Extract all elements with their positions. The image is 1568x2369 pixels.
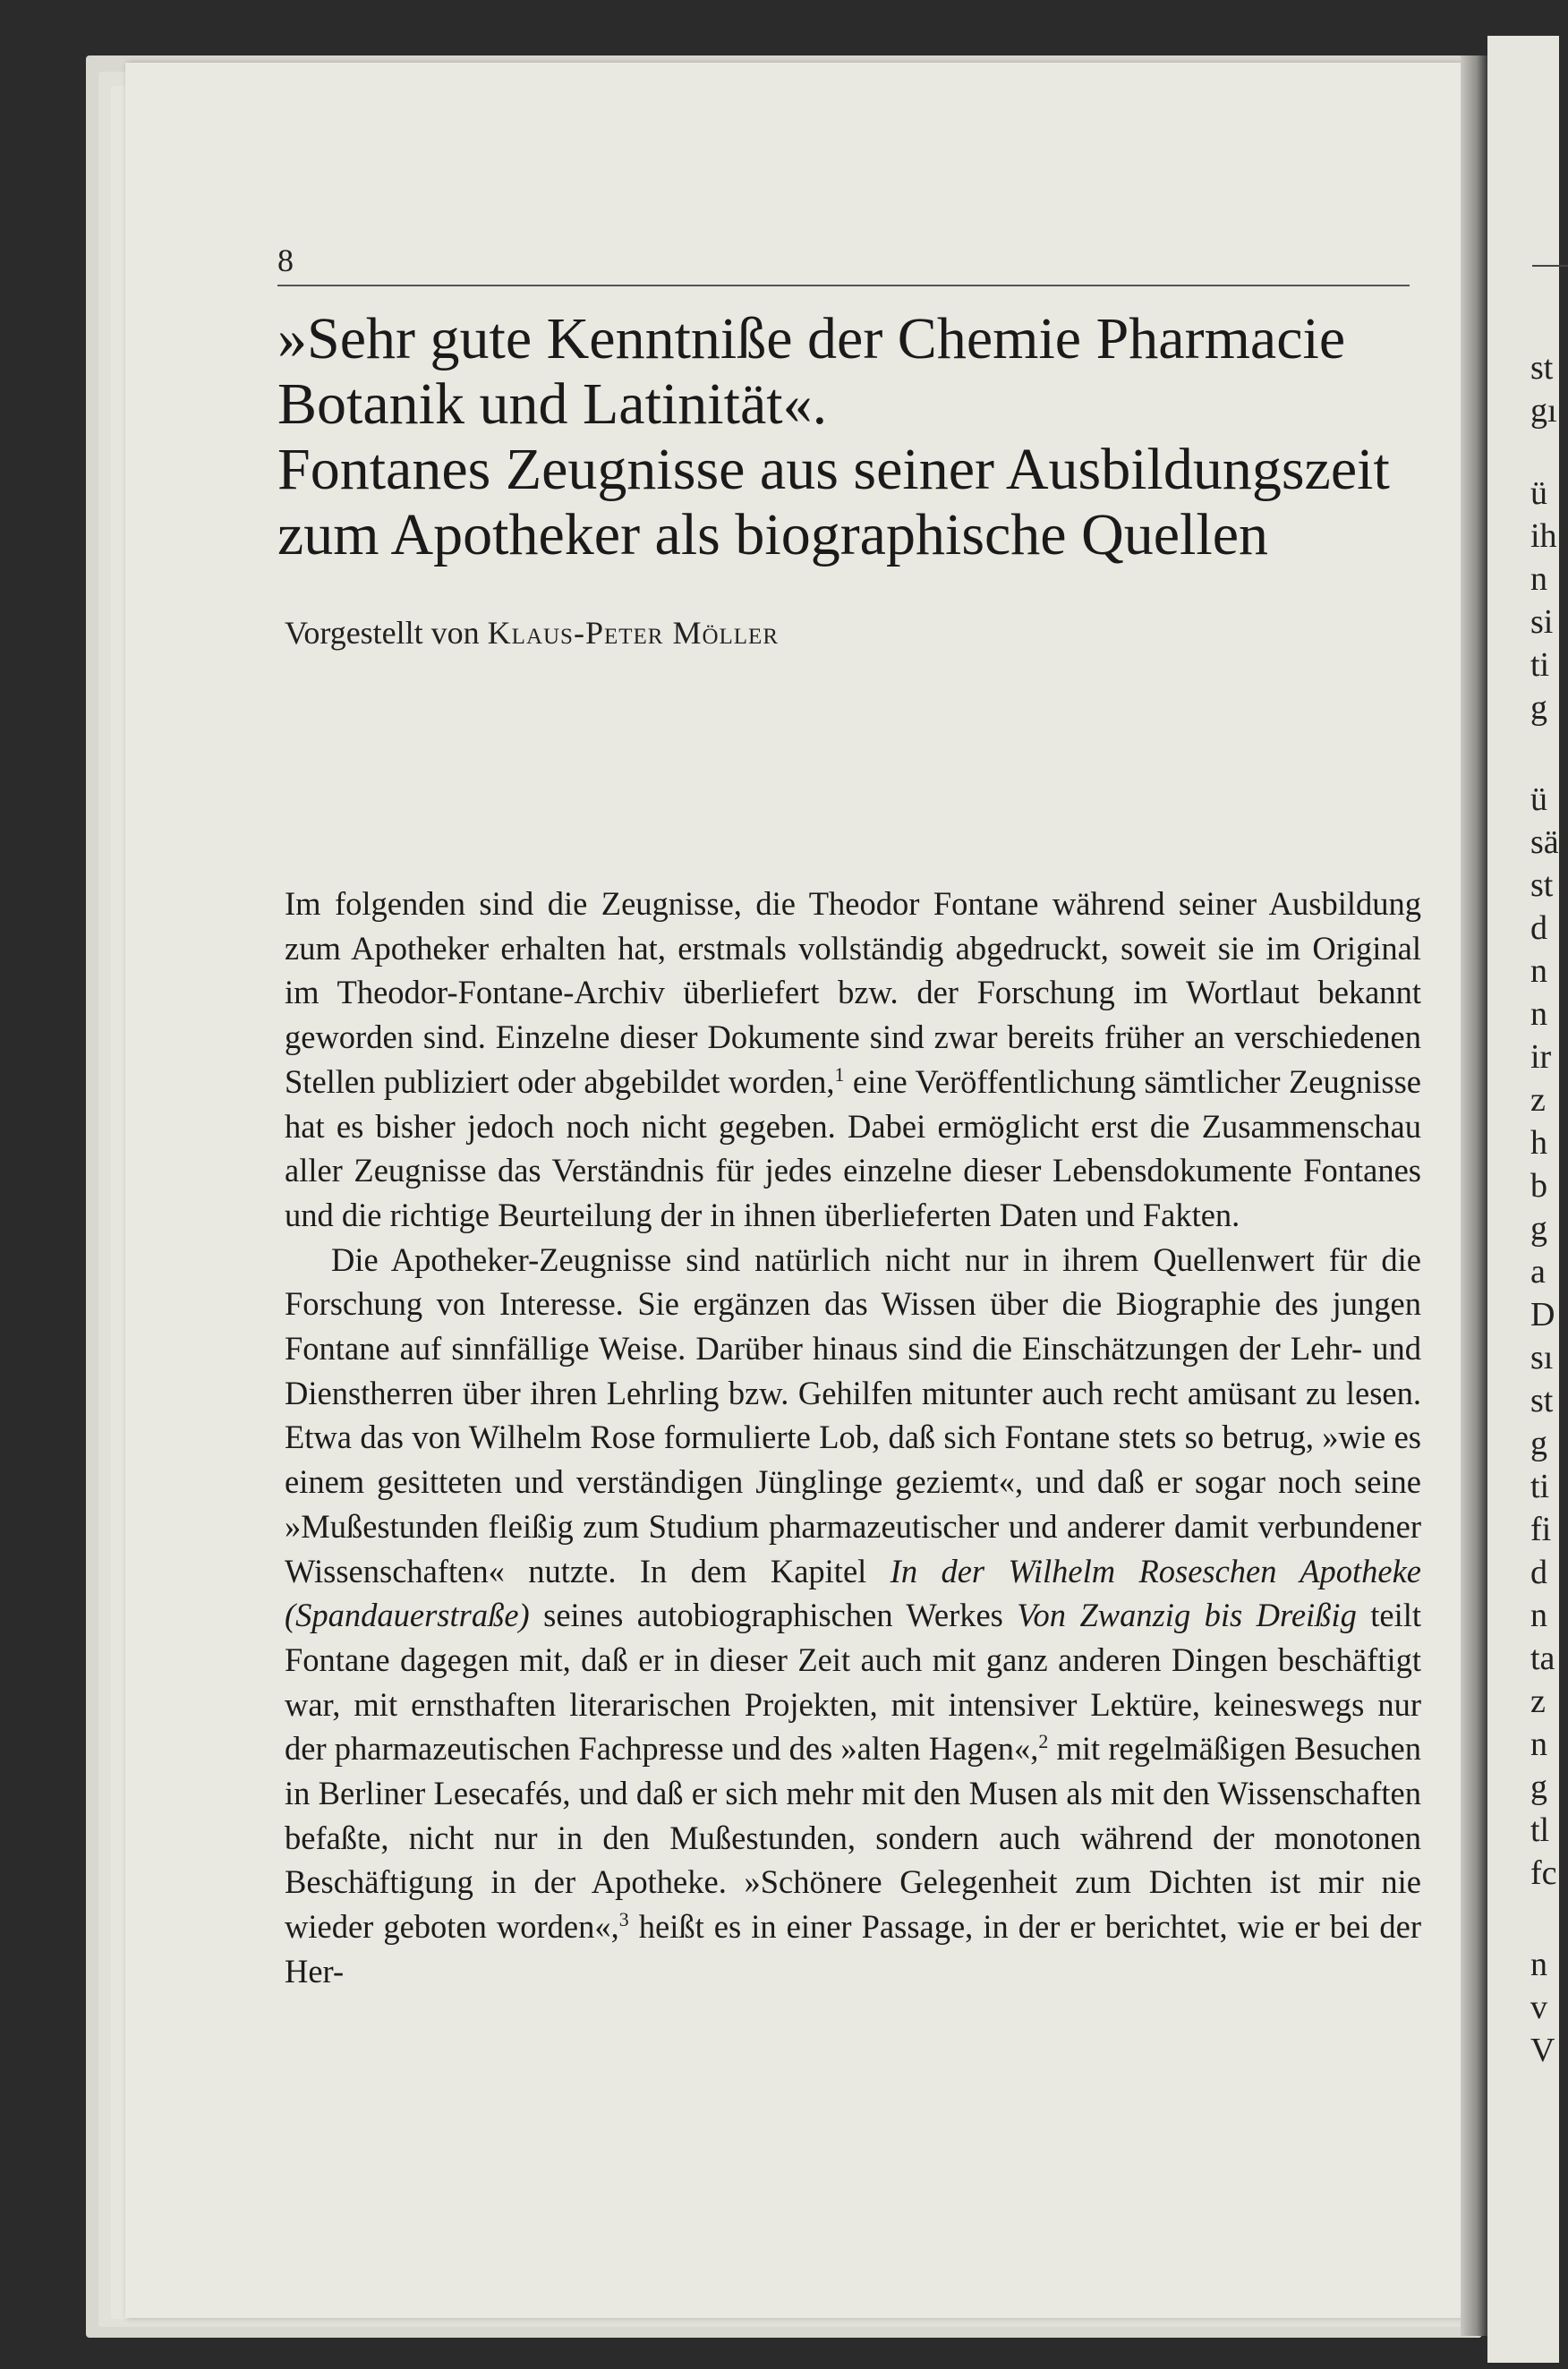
article-title	[277, 306, 1432, 567]
facing-page-text-fragment: D	[1530, 1296, 1555, 1334]
facing-page-text-fragment: n	[1530, 1597, 1547, 1634]
text-run: Im folgenden sind die Zeugnisse, die Theodor Fontane während seiner Ausbildung zum Apotheker erhalten hat, erstmals vollständig abgedruckt, soweit sie im Original im Theodor-Fontane-Archiv überliefert bzw. der Forschung im Wortlaut bekannt geworden sind. Einzelne dieser Dokumente sind zwar bereits früher an verschiedenen Stellen publiziert oder abgebildet worden,	[285, 885, 1421, 1100]
paragraph	[285, 882, 1421, 1238]
footnote-marker: 2	[1038, 1730, 1049, 1753]
facing-page-text-fragment: d	[1530, 1554, 1547, 1591]
facing-page	[1487, 36, 1559, 2363]
facing-page-text-fragment: d	[1530, 909, 1547, 947]
facing-page-text-fragment: ti	[1530, 1468, 1550, 1505]
facing-page-text-fragment: sı	[1530, 1339, 1554, 1376]
facing-page-text-fragment: si	[1530, 603, 1554, 641]
text-run: eine Veröffentlichung sämtlicher Zeugnisse hat es bisher jedoch noch nicht gegeben. Dabei ermöglicht erst die Zusammenschau aller Zeugnisse das Verständnis für jedes einzelne dieser Lebensdokumente Fontanes und die richtige Beurteilung der in ihnen überlieferten Daten und Fakten.	[285, 1062, 1421, 1233]
facing-page-text-fragment: z	[1530, 1683, 1546, 1720]
facing-page-text-fragment: n	[1530, 560, 1547, 598]
text-run: Die Apotheker-Zeugnisse sind natürlich nicht nur in ihrem Quellenwert für die Forschung von Interesse. Sie ergänzen das Wissen über die Biographie des jungen Fontane auf sinnfällige Weise. Darüber hinaus sind die Einschätzungen der Lehr- und Dienstherren über ihren Lehrling bzw. Gehilfen mitunter auch recht amüsant zu lesen. Etwa das von Wilhelm Rose formulierte Lob, daß sich Fontane stets so betrug, »wie es einem gesitteten und verständigen Jünglinge geziemt«, und daß er sogar noch seine »Mußestunden fleißig zum Studium pharmazeutischer und anderer damit verbundener Wissenschaften« nutzte. In dem Kapitel	[285, 1240, 1421, 1589]
facing-page-text-fragment: ti	[1530, 646, 1550, 684]
facing-page-text-fragment: st	[1530, 349, 1554, 387]
facing-page-text-fragment: ih	[1530, 517, 1557, 555]
paragraph	[285, 1238, 1421, 1994]
title-line: »Sehr gute Kenntniße der Chemie Pharmacie	[277, 306, 1346, 371]
facing-page-text-fragment: fi	[1530, 1511, 1552, 1548]
text-run: seines autobiographischen Werkes	[529, 1597, 1018, 1634]
facing-page-text-fragment: tl	[1530, 1811, 1550, 1849]
facing-page-text-fragment: ir	[1530, 1038, 1552, 1076]
facing-page-text-fragment: fc	[1530, 1854, 1557, 1892]
text-run: mit regelmäßigen Besuchen in Berliner Lesecafés, und daß er sich mehr mit den Musen als mit den Wissenschaften befaßte, nicht nur in den Mußestunden, sondern auch während der monotonen Beschäftigung in der Apotheke. »Schönere Gelegenheit zum Dichten ist mir nie wieder geboten worden«,	[285, 1730, 1421, 1946]
facing-page-text-fragment: ü	[1530, 474, 1547, 512]
facing-page-text-fragment: g	[1530, 689, 1547, 727]
facing-page-text-fragment: n	[1530, 1946, 1547, 1983]
title-line: Botanik und Latinität«.	[277, 371, 828, 437]
facing-page-text-fragment: st	[1530, 1382, 1554, 1419]
text-run: heißt es in einer Passage, in der er berichtet, wie er bei der Her-	[285, 1908, 1421, 1990]
footnote-marker: 3	[618, 1908, 629, 1931]
facing-page-text-fragment: b	[1530, 1167, 1547, 1205]
byline	[285, 614, 779, 652]
text-run: teilt Fontane dagegen mit, daß er in dieser Zeit auch mit ganz anderen Dingen beschäftigt war, mit ernsthaften literarischen Projekten, mit intensiver Lektüre, keineswegs nur der pharmazeutischen Fachpresse und des »alten Hagen«,	[285, 1597, 1422, 1768]
facing-page-text-fragment: n	[1530, 952, 1547, 990]
facing-page-text-fragment: a	[1530, 1253, 1546, 1291]
facing-page-text-fragment: v	[1530, 1989, 1547, 2026]
title-line: zum Apotheker als biographische Quellen	[277, 502, 1269, 567]
footnote-marker: 1	[834, 1062, 845, 1086]
italic-title: Von Zwanzig bis Dreißig	[1017, 1597, 1357, 1634]
header-rule	[277, 285, 1410, 286]
italic-title: In der Wilhelm Roseschen Apotheke (Spandauerstraße)	[285, 1552, 1422, 1634]
page-number: 8	[277, 243, 294, 278]
facing-page-text-fragment: g	[1530, 1210, 1547, 1248]
facing-page-text-fragment: ü	[1530, 780, 1547, 818]
facing-page-text-fragment: h	[1530, 1124, 1547, 1162]
byline-prefix: Vorgestellt von	[285, 615, 488, 651]
facing-page-text-fragment: gı	[1530, 392, 1557, 430]
facing-page-text-fragment: ta	[1530, 1640, 1555, 1677]
book-gutter	[1461, 55, 1487, 2336]
facing-page-text-fragment: st	[1530, 866, 1554, 904]
facing-page-header-rule	[1532, 265, 1568, 267]
article-body	[285, 882, 1421, 1994]
facing-page-text-fragment: g	[1530, 1768, 1547, 1806]
facing-page-text-fragment: V	[1530, 2032, 1555, 2069]
author-name: Klaus-Peter Möller	[487, 615, 780, 651]
facing-page-text-fragment: sä	[1530, 823, 1559, 861]
title-line: Fontanes Zeugnisse aus seiner Ausbildungszeit	[277, 437, 1390, 502]
facing-page-text-fragment: g	[1530, 1425, 1547, 1462]
facing-page-text-fragment: z	[1530, 1081, 1546, 1119]
facing-page-text-fragment: n	[1530, 1726, 1547, 1763]
facing-page-text-fragment: n	[1530, 995, 1547, 1033]
